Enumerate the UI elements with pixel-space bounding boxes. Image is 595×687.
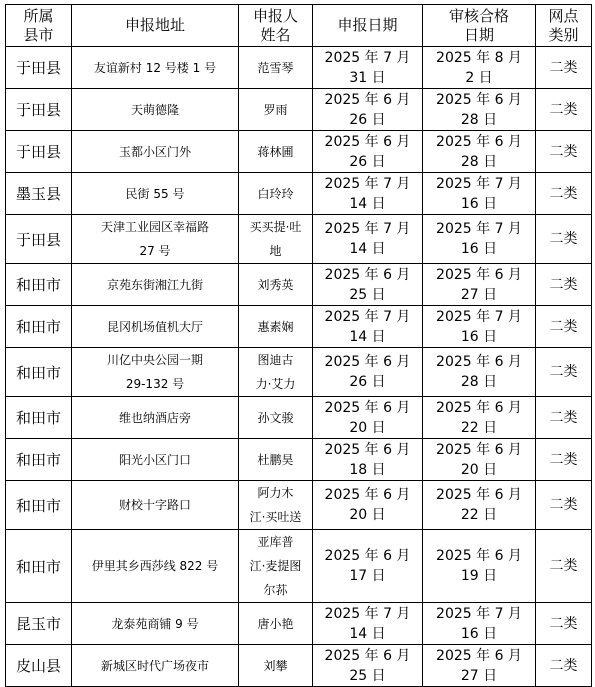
cell-county: 和田市 [6,439,72,481]
table-row [6,397,592,439]
table-row [6,173,592,215]
cell-county: 和田市 [6,481,72,530]
cell-approve-date: 2025 年 6 月 28 日 [423,89,536,131]
cell-applicant-name: 孙文骏 [239,397,313,439]
cell-address: 阳光小区门口 [72,439,239,481]
cell-applicant-name: 惠素娴 [239,306,313,348]
cell-approve-date: 2025 年 6 月 20 日 [423,439,536,481]
cell-address: 财校十字路口 [72,481,239,530]
table-row [6,306,592,348]
cell-applicant-name: 图迪古 力·艾力 [239,348,313,397]
header-apply-date: 申报日期 [313,5,423,47]
table-row [6,530,592,603]
cell-applicant-name: 唐小艳 [239,603,313,645]
cell-approve-date: 2025 年 6 月 22 日 [423,397,536,439]
table-row [6,215,592,264]
cell-category: 二类 [536,530,592,603]
cell-category: 二类 [536,645,592,687]
cell-applicant-name: 买买提·吐 地 [239,215,313,264]
cell-approve-date: 2025 年 6 月 22 日 [423,481,536,530]
cell-approve-date: 2025 年 6 月 28 日 [423,348,536,397]
cell-category: 二类 [536,439,592,481]
cell-category: 二类 [536,397,592,439]
network-point-table [5,4,592,687]
cell-apply-date: 2025 年 6 月 18 日 [313,439,423,481]
cell-apply-date: 2025 年 6 月 26 日 [313,89,423,131]
table-row [6,481,592,530]
header-row [6,5,592,47]
cell-county: 于田县 [6,47,72,89]
cell-approve-date: 2025 年 6 月 19 日 [423,530,536,603]
header-name: 申报人 姓名 [239,5,313,47]
cell-applicant-name: 刘攀 [239,645,313,687]
cell-apply-date: 2025 年 7 月 14 日 [313,173,423,215]
cell-county: 和田市 [6,530,72,603]
table-row [6,603,592,645]
header-category: 网点 类别 [536,5,592,47]
cell-apply-date: 2025 年 7 月 14 日 [313,603,423,645]
cell-category: 二类 [536,348,592,397]
table-row [6,89,592,131]
cell-approve-date: 2025 年 6 月 28 日 [423,131,536,173]
cell-apply-date: 2025 年 6 月 25 日 [313,264,423,306]
cell-category: 二类 [536,481,592,530]
cell-address: 天津工业园区幸福路 27 号 [72,215,239,264]
cell-approve-date: 2025 年 6 月 27 日 [423,264,536,306]
cell-address: 民街 55 号 [72,173,239,215]
cell-applicant-name: 白玲玲 [239,173,313,215]
cell-address: 友谊新村 12 号楼 1 号 [72,47,239,89]
cell-approve-date: 2025 年 7 月 16 日 [423,603,536,645]
table-row [6,47,592,89]
cell-approve-date: 2025 年 7 月 16 日 [423,306,536,348]
table-row [6,645,592,687]
cell-applicant-name: 阿力木 江·买吐送 [239,481,313,530]
cell-county: 和田市 [6,306,72,348]
cell-approve-date: 2025 年 7 月 16 日 [423,173,536,215]
cell-category: 二类 [536,306,592,348]
cell-apply-date: 2025 年 6 月 17 日 [313,530,423,603]
cell-address: 伊里其乡西莎线 822 号 [72,530,239,603]
cell-category: 二类 [536,131,592,173]
cell-apply-date: 2025 年 6 月 26 日 [313,131,423,173]
table-row [6,439,592,481]
cell-applicant-name: 蒋林圃 [239,131,313,173]
cell-apply-date: 2025 年 6 月 25 日 [313,645,423,687]
cell-county: 和田市 [6,264,72,306]
cell-apply-date: 2025 年 7 月 14 日 [313,306,423,348]
header-address: 申报地址 [72,5,239,47]
cell-county: 昆玉市 [6,603,72,645]
cell-apply-date: 2025 年 7 月 14 日 [313,215,423,264]
cell-address: 昆冈机场值机大厅 [72,306,239,348]
cell-address: 龙泰苑商铺 9 号 [72,603,239,645]
cell-apply-date: 2025 年 6 月 20 日 [313,397,423,439]
cell-category: 二类 [536,603,592,645]
header-approve-date: 审核合格 日期 [423,5,536,47]
header-county: 所属 县市 [6,5,72,47]
cell-county: 墨玉县 [6,173,72,215]
cell-approve-date: 2025 年 8 月 2 日 [423,47,536,89]
cell-category: 二类 [536,173,592,215]
cell-address: 川亿中央公园一期 29-132 号 [72,348,239,397]
cell-county: 皮山县 [6,645,72,687]
cell-county: 于田县 [6,89,72,131]
cell-county: 于田县 [6,131,72,173]
table-row [6,264,592,306]
cell-category: 二类 [536,47,592,89]
cell-address: 维也纳酒店旁 [72,397,239,439]
table-row [6,348,592,397]
cell-approve-date: 2025 年 6 月 27 日 [423,645,536,687]
cell-applicant-name: 亚库普 江·麦提图 尔荪 [239,530,313,603]
cell-approve-date: 2025 年 7 月 16 日 [423,215,536,264]
cell-county: 和田市 [6,397,72,439]
cell-county: 于田县 [6,215,72,264]
cell-address: 京苑东街湘江九街 [72,264,239,306]
cell-category: 二类 [536,215,592,264]
cell-address: 新城区时代广场夜市 [72,645,239,687]
cell-county: 和田市 [6,348,72,397]
cell-category: 二类 [536,264,592,306]
cell-address: 玉都小区门外 [72,131,239,173]
cell-applicant-name: 罗雨 [239,89,313,131]
table-row [6,131,592,173]
cell-address: 天萌德隆 [72,89,239,131]
cell-applicant-name: 杜鹏昊 [239,439,313,481]
cell-applicant-name: 刘秀英 [239,264,313,306]
cell-apply-date: 2025 年 6 月 26 日 [313,348,423,397]
cell-apply-date: 2025 年 7 月 31 日 [313,47,423,89]
cell-apply-date: 2025 年 6 月 20 日 [313,481,423,530]
cell-applicant-name: 范雪琴 [239,47,313,89]
cell-category: 二类 [536,89,592,131]
